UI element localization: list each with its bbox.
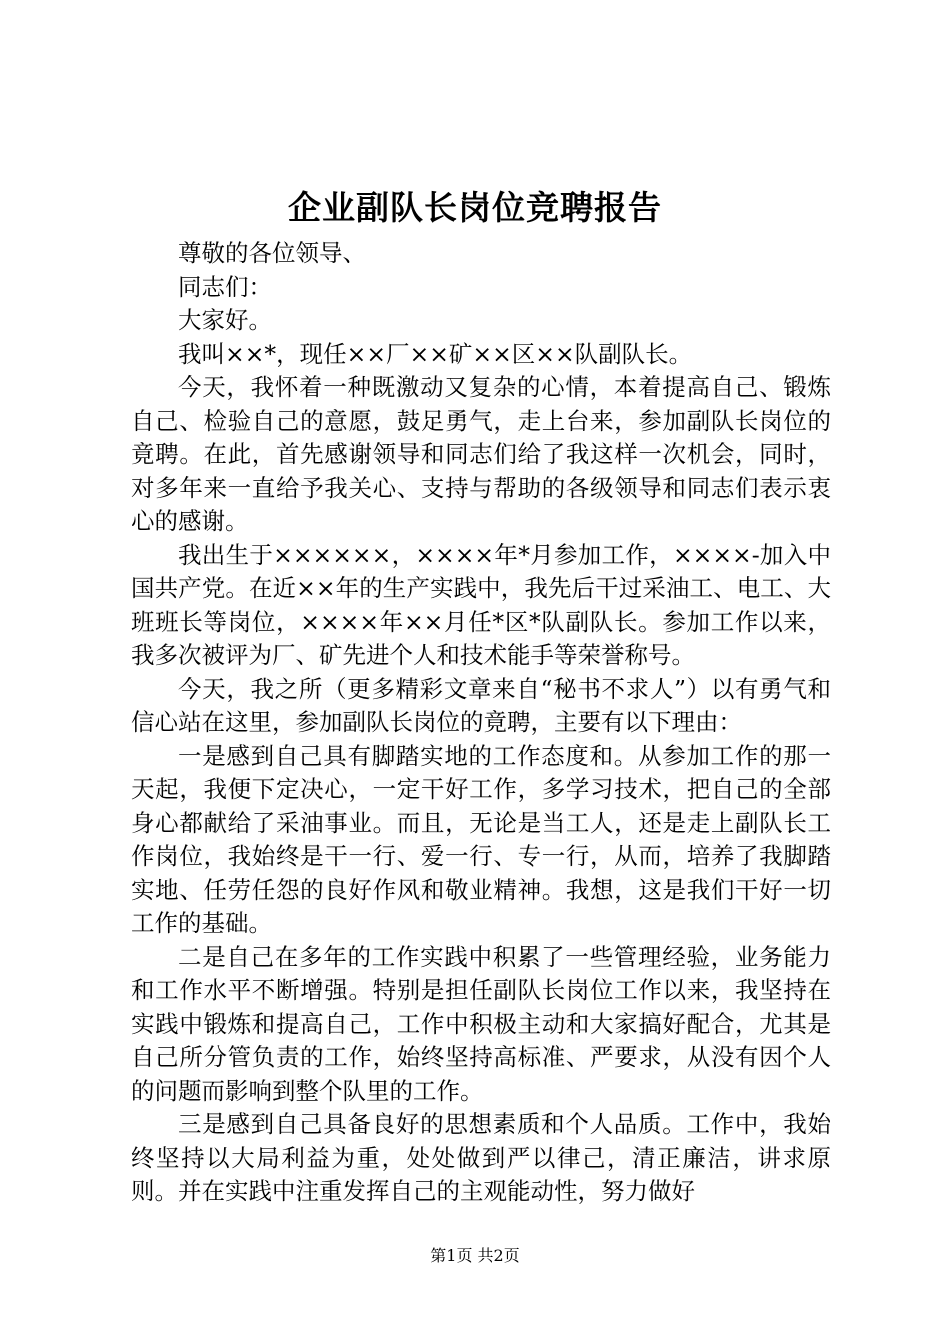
paragraph-reasons-intro: 今天，我之所（更多精彩文章来自“秘书不求人”）以有勇气和信心站在这里，参加副队长岗位的竟聘，主要有以下理由： bbox=[131, 674, 831, 736]
document-title: 企业副队长岗位竞聘报告 bbox=[288, 188, 662, 227]
paragraph-opening: 今天，我怀着一种既激动又复杂的心情，本着提高自己、锻炼自己、检验自己的意愿，鼓足勇气，走上台来，参加副队长岗位的竟聘。在此，首先感谢领导和同志们给了我这样一次机会，同时，对多年来一直给予我关心、支持与帮助的各级领导和同志们表示衷心的感谢。 bbox=[131, 373, 831, 535]
document-body bbox=[131, 237, 831, 1209]
greeting: 大家好。 bbox=[178, 306, 272, 334]
salutation-line-1: 尊敬的各位领导、 bbox=[178, 239, 366, 267]
paragraph-reason-1: 一是感到自己具有脚踏实地的工作态度和。从参加工作的那一天起，我便下定决心，一定干好工作，多学习技术，把自己的全部身心都献给了采油事业。而且，无论是当工人，还是走上副队长工作岗位，我始终是干一行、爱一行、专一行，从而，培养了我脚踏实地、任劳任怨的良好作风和敬业精神。我想，这是我们干好一切工作的基础。 bbox=[131, 741, 831, 937]
page-footer: 第1页 共2页 bbox=[430, 1246, 520, 1265]
salutation-line-2: 同志们： bbox=[178, 272, 272, 301]
paragraph-background: 我出生于××××××，××××年*月参加工作，××××-加入中国共产党。在近××年的生产实践中，我先后干过采油工、电工、大班班长等岗位，××××年××月任*区*队副队长。参加工作以来，我多次被评为厂、矿先进个人和技术能手等荣誉称号。 bbox=[131, 540, 831, 669]
self-introduction: 我叫××*，现任××厂××矿××区××队副队长。 bbox=[178, 339, 693, 368]
paragraph-reason-3: 三是感到自己具备良好的思想素质和个人品质。工作中，我始终坚持以大局利益为重，处处做到严以律己，清正廉洁，讲求原则。并在实践中注重发挥自己的主观能动性，努力做好 bbox=[131, 1110, 831, 1205]
paragraph-reason-2: 二是自己在多年的工作实践中积累了一些管理经验，业务能力和工作水平不断增强。特别是担任副队长岗位工作以来，我坚持在实践中锻炼和提高自己，工作中积极主动和大家搞好配合，尤其是自己所分管负责的工作，始终坚持高标准、严要求，从没有因个人的问题而影响到整个队里的工作。 bbox=[131, 942, 831, 1105]
